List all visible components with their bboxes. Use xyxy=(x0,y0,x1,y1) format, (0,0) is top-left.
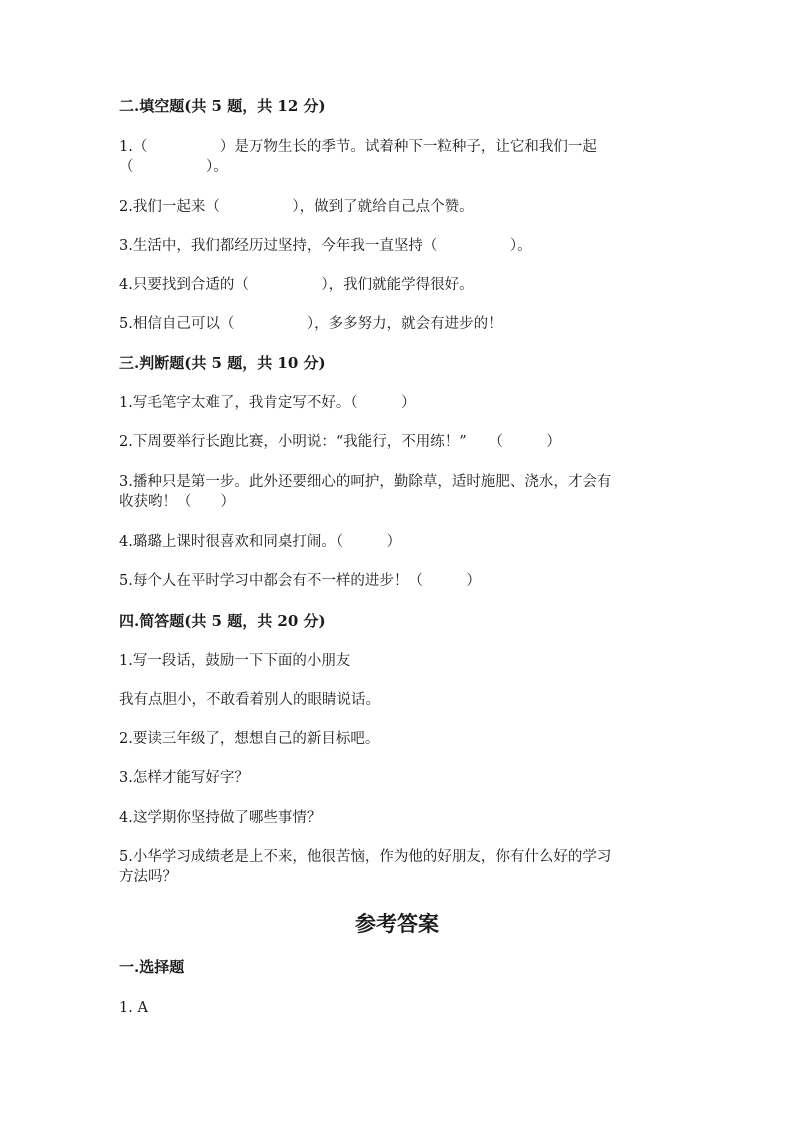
fill-question-2: 2.我们一起来（ ），做到了就给自己点个赞。 xyxy=(119,199,474,215)
short-question-5-line-1: 5.小华学习成绩老是上不来，他很苦恼，作为他的好朋友，你有什么好的学习 xyxy=(119,849,612,865)
short-question-4: 4.这学期你坚持做了哪些事情？ xyxy=(119,810,322,826)
answer-1: 1. A xyxy=(119,1000,148,1016)
judge-question-3-line-2: 收获哟！（ ） xyxy=(119,494,235,510)
fill-question-1-line-2: （ ）。 xyxy=(119,159,228,175)
short-question-1: 1.写一段话，鼓励一下下面的小朋友 xyxy=(119,653,351,669)
judge-question-5: 5.每个人在平时学习中都会有不一样的进步！（ ） xyxy=(119,573,481,589)
answer-key-title: 参考答案 xyxy=(355,911,439,936)
fill-question-3: 3.生活中，我们都经历过坚持，今年我一直坚持（ ）。 xyxy=(119,238,532,254)
short-question-3: 3.怎样才能写好字？ xyxy=(119,770,249,786)
short-question-5-line-2: 方法吗？ xyxy=(119,869,177,885)
judge-question-3-line-1: 3.播种只是第一步。此外还要细心的呵护，勤除草，适时施肥、浇水，才会有 xyxy=(119,474,612,490)
answer-section-heading-multiple-choice: 一.选择题 xyxy=(119,958,185,976)
section-heading-fill-in: 二.填空题(共 5 题，共 12 分) xyxy=(119,97,326,115)
fill-question-5: 5.相信自己可以（ ），多多努力，就会有进步的！ xyxy=(119,316,503,332)
short-question-2: 2.要读三年级了，想想自己的新目标吧。 xyxy=(119,731,380,747)
section-heading-true-false: 三.判断题(共 5 题，共 10 分) xyxy=(119,354,326,372)
judge-question-1: 1.写毛笔字太难了，我肯定写不好。（ ） xyxy=(119,395,416,411)
section-heading-short-answer: 四.简答题(共 5 题，共 20 分) xyxy=(119,612,326,630)
short-question-1-prompt: 我有点胆小，不敢看着别人的眼睛说话。 xyxy=(119,692,380,708)
judge-question-2: 2.下周要举行长跑比赛，小明说：“我能行，不用练！” （ ） xyxy=(119,434,561,450)
fill-question-4: 4.只要找到合适的（ ），我们就能学得很好。 xyxy=(119,277,474,293)
judge-question-4: 4.璐璐上课时很喜欢和同桌打闹。（ ） xyxy=(119,534,402,550)
fill-question-1-line-1: 1.（ ）是万物生长的季节。试着种下一粒种子，让它和我们一起 xyxy=(119,139,597,155)
